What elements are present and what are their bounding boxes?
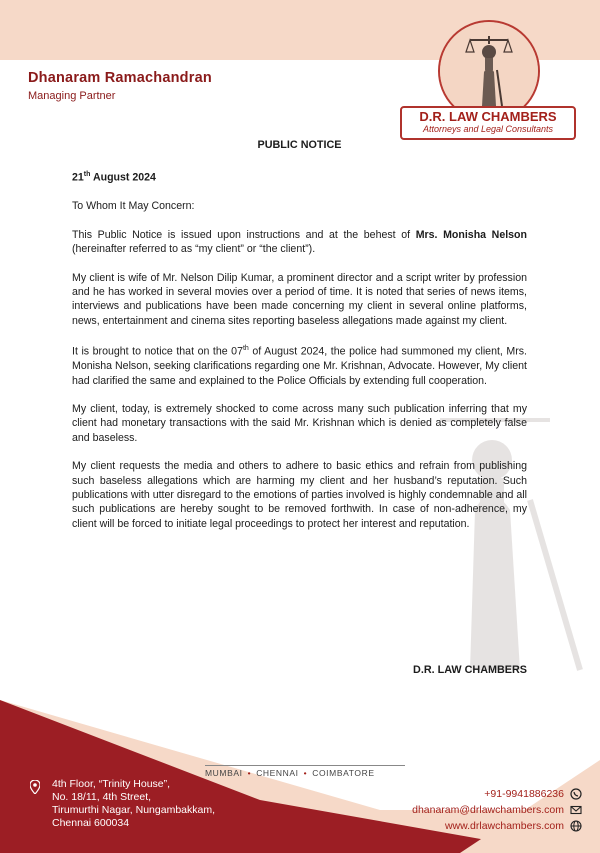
address-line: 4th Floor, “Trinity House”, <box>52 778 171 790</box>
email-address[interactable]: dhanaram@drlawchambers.com <box>412 804 564 816</box>
paragraph-4: My client, today, is extremely shocked to come across many such publication inferring that my client had monetary transactions with the said Mr. Krishnan which is denied as completely false and baseless. <box>72 402 527 444</box>
signature: D.R. LAW CHAMBERS <box>413 664 527 676</box>
firm-logo <box>398 20 576 138</box>
website-row <box>412 818 582 834</box>
city-coimbatore: COIMBATORE <box>312 768 375 778</box>
mail-icon <box>570 804 582 816</box>
logo-nameplate <box>400 106 576 140</box>
p1-text: This Public Notice is issued upon instructions and at the behest of <box>72 228 416 241</box>
p3-text: It is brought to notice that on the 07 <box>72 345 243 358</box>
website-link[interactable]: www.drlawchambers.com <box>444 820 564 832</box>
logo-title: D.R. LAW CHAMBERS <box>419 109 557 124</box>
email-row <box>412 802 582 818</box>
whatsapp-icon <box>570 788 582 800</box>
date-month-year: August 2024 <box>90 171 156 184</box>
office-address <box>30 778 215 830</box>
notice-title: PUBLIC NOTICE <box>257 139 342 151</box>
paragraph-3 <box>72 342 527 388</box>
client-name: Mrs. Monisha Nelson <box>415 228 528 241</box>
address-line: Chennai 600034 <box>52 817 130 829</box>
salutation: To Whom It May Concern: <box>72 200 195 213</box>
address-line: Tirumurthi Nagar, Nungambakkam, <box>52 804 216 816</box>
letterhead-partner <box>28 70 212 102</box>
p3-superscript: th <box>242 345 249 353</box>
date-day: 21 <box>72 171 84 184</box>
notice-body <box>72 138 527 531</box>
logo-subtitle: Attorneys and Legal Consultants <box>422 124 554 134</box>
partner-role: Managing Partner <box>28 90 116 102</box>
notice-date <box>72 168 527 185</box>
paragraph-5: My client requests the media and others to adhere to basic ethics and refrain from publishing such baseless allegations which are harming my client and her husband’s reputation. Such publications with utter disregard to the emotions of parties involved is highly condemnable and all such publications are hereby sought to be removed forthwith. In case of non-adherence, my client will be forced to initiate legal proceedings to protect her interest and reputation. <box>72 460 527 530</box>
date-suffix: th <box>83 171 91 179</box>
partner-name: Dhanaram Ramachandran <box>28 70 212 86</box>
phone-number[interactable]: +91-9941886236 <box>484 788 564 800</box>
city-chennai: CHENNAI <box>256 768 299 778</box>
office-cities: MUMBAI • CHENNAI • COIMBATORE <box>205 765 405 778</box>
contact-info <box>412 786 582 834</box>
phone-row <box>412 786 582 802</box>
location-pin-icon <box>30 780 40 794</box>
paragraph-1 <box>72 228 527 257</box>
city-mumbai: MUMBAI <box>205 768 243 778</box>
p3-text-end: of August 2024, the police had summoned my client, Mrs. Monisha Nelson, seeking clarifications regarding one Mr. Krishnan, Advocate. However, My client had clarified the same and explained to the Police Officials by extending full cooperation. <box>72 345 527 387</box>
p1-text-end: (hereinafter referred to as “my client” or “the client”). <box>72 243 316 256</box>
paragraph-2: My client is wife of Mr. Nelson Dilip Kumar, a prominent director and a script writer by profession and he has worked in several movies over a period of time. It is noted that series of news items, interviews and publications have been made concerning my client in several online platforms, news, entertainment and cinema sites reporting baseless allegations made against my client. <box>72 271 527 327</box>
globe-icon <box>570 820 582 832</box>
address-line: No. 18/11, 4th Street, <box>52 791 152 803</box>
